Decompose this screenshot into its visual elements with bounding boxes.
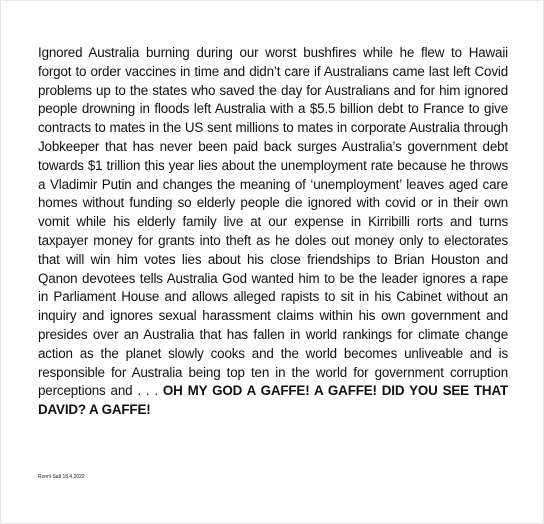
body-text: Ignored Australia burning during our worst bushfires while he flew to Hawaii forgot to order vaccines in time and didn’t care if Australians came last left Covid problems up to the states who saved the day for Australians and for him ignored people drowning in floods left Australia with a $5.5 billion debt to France to give contracts to mates in the US sent millions to mates in corporate Australia through Jobkeeper that has never been paid back surges Australia’s government debt towards $1 trillion this year lies about the unemployment rate because he throws a Vladimir Putin and changes the meaning of ‘unemployment’ leaves aged care homes without funding so elderly people die ignored with covid or in their own vomit while his elderly family live at our expense in Kirribilli rorts and turns taxpayer money for grants into theft as he doles out money only to electorates that will win him votes lies about his close friendships to Brian Houston and Qanon devotees tells Australia God wanted him to be the leader ignores a rape in Parliament House and allows alleged rapists to sit in his Cabinet without an inquiry and ignores sexual harassment claims within his own government and presides over an Australia that has fallen in world rankings for climate change action as the planet slowly cooks and the world becomes unliveable and is responsible for Australia being top ten in the world for government corruption perceptions and . . .: [38, 45, 508, 399]
author-credit: Ronni Salt 18.4.2022: [38, 474, 85, 480]
body-paragraph: [38, 44, 508, 420]
body-text-bold: OH MY GOD A GAFFE! A GAFFE! DID YOU SEE THAT DAVID? A GAFFE!: [38, 383, 508, 418]
